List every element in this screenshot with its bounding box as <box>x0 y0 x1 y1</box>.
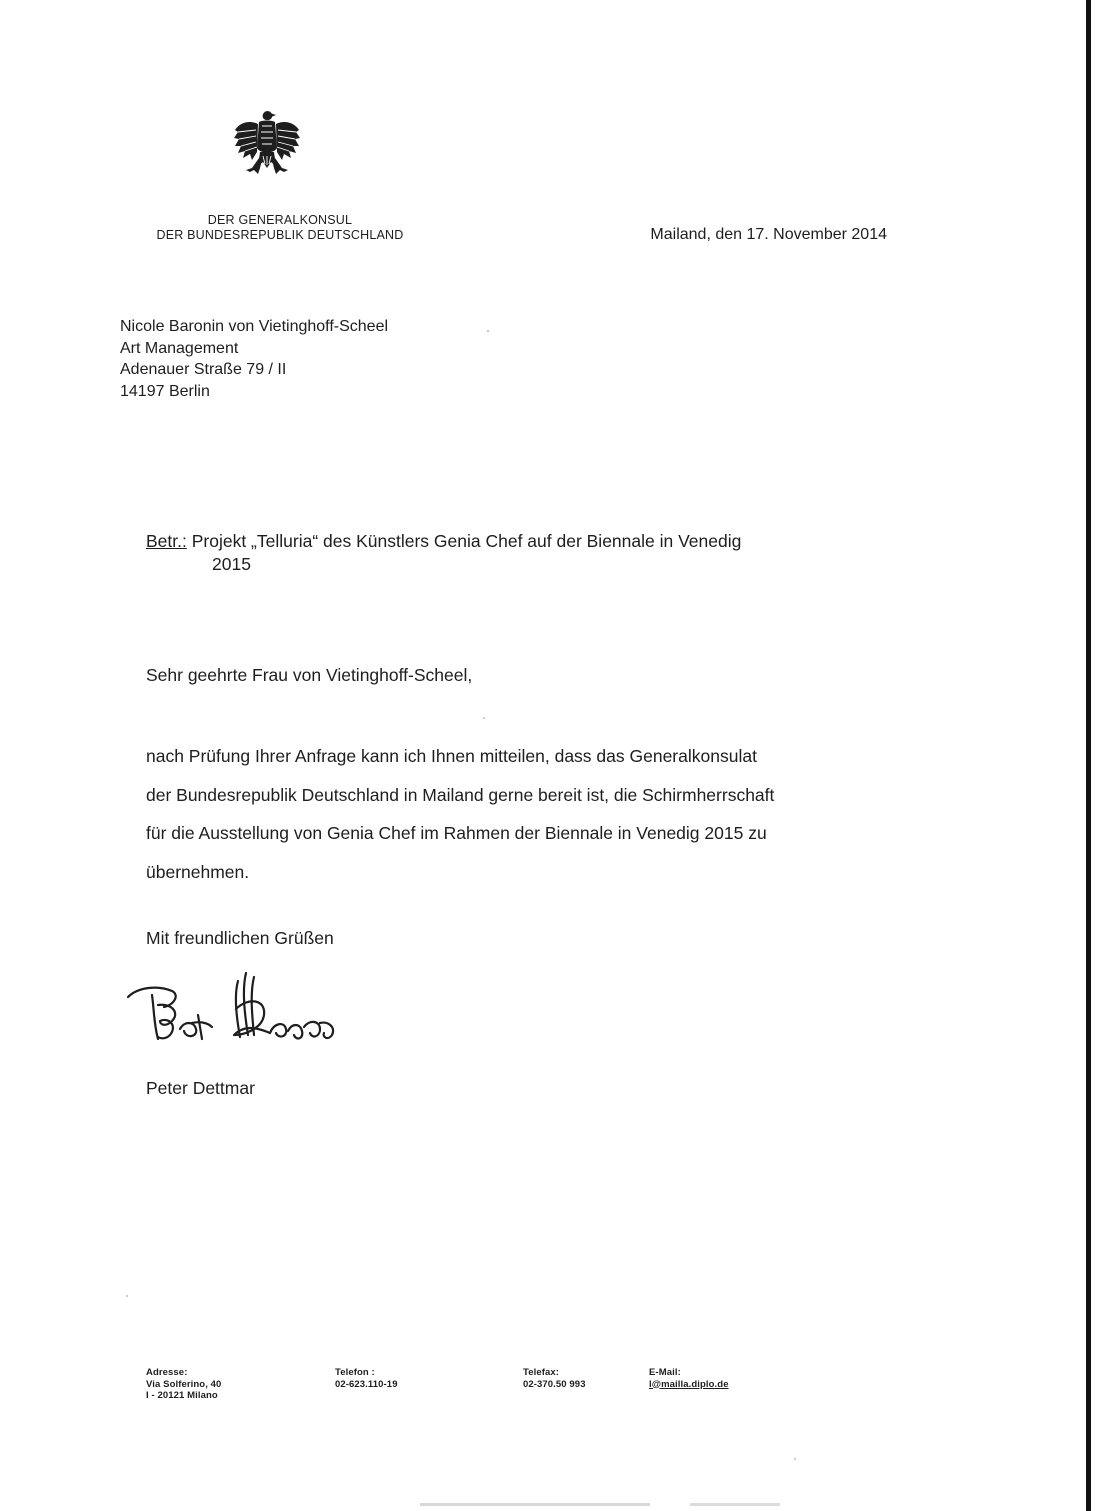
scan-edge-bottom <box>690 1503 780 1506</box>
footer-fax-label: Telefax: <box>523 1367 559 1378</box>
scan-edge-bottom <box>420 1503 650 1506</box>
sender-country: DER BUNDESREPUBLIK DEUTSCHLAND <box>156 228 404 242</box>
footer-phone-label: Telefon : <box>335 1367 375 1378</box>
body-line: für die Ausstellung von Genia Chef im Rahmen der Biennale in Venedig 2015 zu <box>146 823 767 843</box>
footer-email-label: E-Mail: <box>649 1367 681 1378</box>
recipient-company: Art Management <box>120 339 239 357</box>
recipient-city: 14197 Berlin <box>120 382 210 400</box>
scan-speck <box>794 1458 796 1460</box>
handwritten-signature <box>124 965 349 1057</box>
sender-title: DER GENERALKONSUL <box>207 213 353 227</box>
footer-address-line: I - 20121 Milano <box>146 1390 218 1401</box>
recipient-name: Nicole Baronin von Vietinghoff-Scheel <box>120 318 389 335</box>
subject-label: Betr.: <box>146 531 187 551</box>
closing: Mit freundlichen Grüßen <box>146 928 334 948</box>
body-line: nach Prüfung Ihrer Anfrage kann ich Ihnen mitteilen, dass das Generalkonsulat <box>146 746 757 766</box>
scan-speck <box>126 1295 128 1297</box>
scan-edge-right <box>1086 0 1091 1511</box>
letter-date: Mailand, den 17. November 2014 <box>650 226 887 243</box>
body-line: übernehmen. <box>146 861 250 882</box>
scan-speck <box>483 717 485 719</box>
footer-address-line: Via Solferino, 40 <box>146 1378 222 1390</box>
salutation: Sehr geehrte Frau von Vietinghoff-Scheel, <box>146 665 473 685</box>
footer-address <box>146 1367 221 1402</box>
footer-email <box>649 1367 729 1390</box>
footer-fax <box>523 1367 586 1390</box>
recipient-address <box>120 316 388 402</box>
recipient-street: Adenauer Straße 79 / II <box>120 361 287 378</box>
footer-phone-number: 02-623.110-19 <box>335 1378 398 1390</box>
subject-line <box>146 530 741 576</box>
federal-eagle-icon <box>232 108 302 186</box>
sender-block <box>130 213 430 243</box>
subject-text: Projekt „Telluria“ des Künstlers Genia Chef auf der Biennale in Venedig <box>191 531 742 551</box>
body-line: der Bundesrepublik Deutschland in Mailand gerne bereit ist, die Schirmherrschaft <box>146 784 775 805</box>
footer-phone <box>335 1367 398 1390</box>
footer-fax-number: 02-370.50 993 <box>523 1378 586 1390</box>
scan-speck <box>487 330 489 332</box>
letter-body <box>146 737 946 891</box>
signer-name: Peter Dettmar <box>146 1078 255 1098</box>
footer-address-label: Adresse: <box>146 1367 188 1378</box>
subject-text-continued: 2015 <box>212 554 251 574</box>
footer-email-link[interactable]: l@mailla.diplo.de <box>649 1378 729 1390</box>
